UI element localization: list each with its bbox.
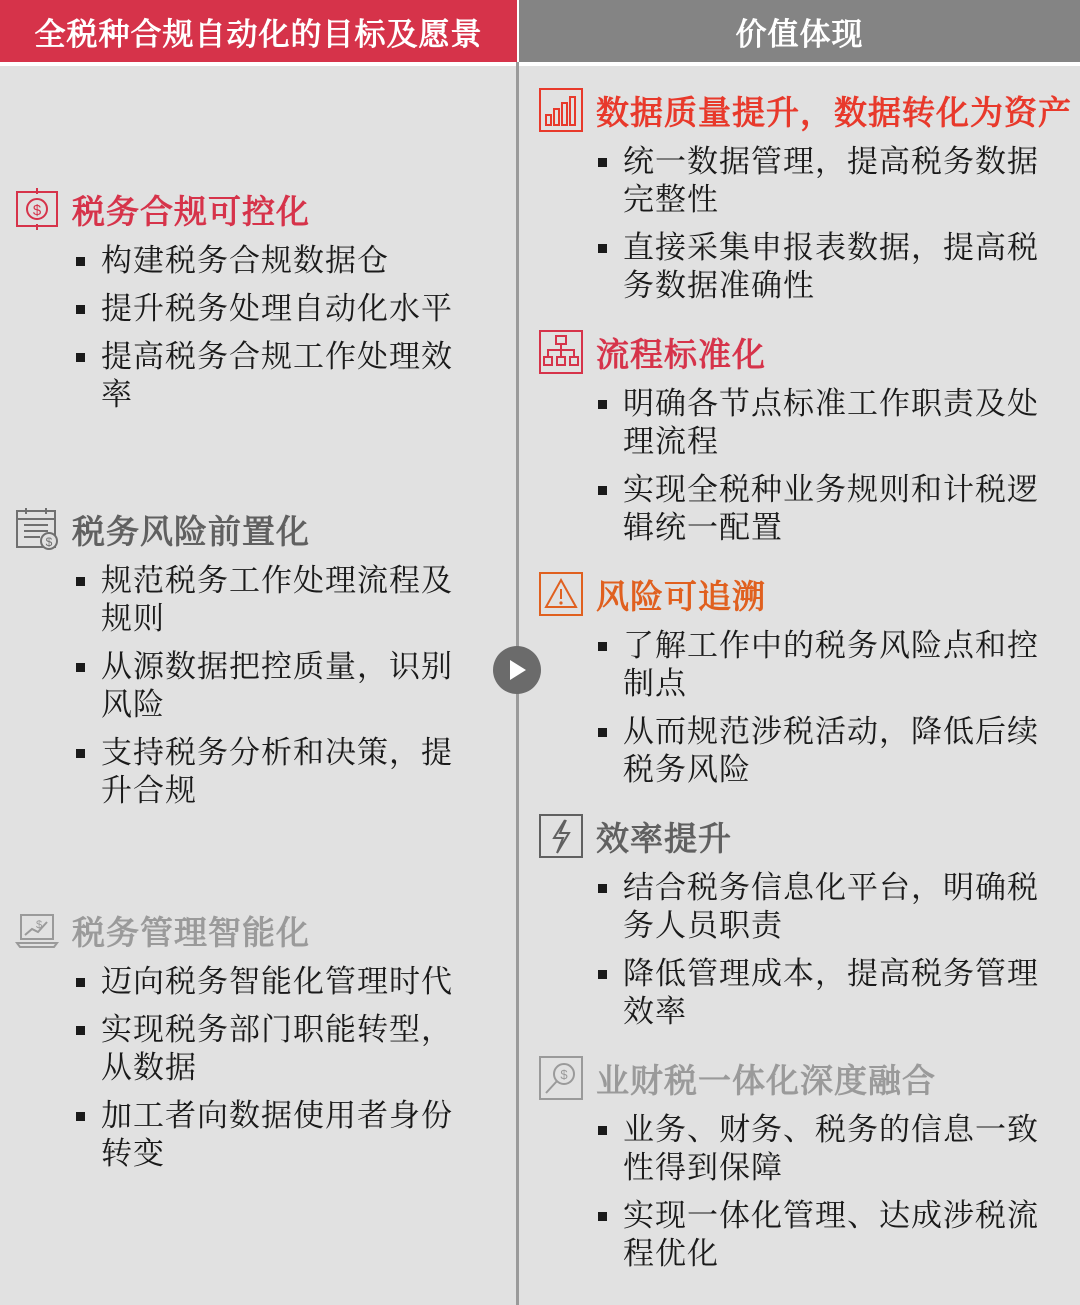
list-item: 迈向税务智能化管理时代 <box>74 963 484 1001</box>
section-efficiency <box>538 813 1063 1031</box>
list-item: 直接采集申报表数据，提高税务数据准确性 <box>596 229 1063 305</box>
list-item: 业务、财务、税务的信息一致性得到保障 <box>596 1111 1063 1187</box>
list-item: 统一数据管理，提高税务数据完整性 <box>596 143 1063 219</box>
section-title: 效率提升 <box>596 818 732 858</box>
lightning-icon <box>538 813 584 859</box>
dollar-gear-icon <box>14 186 60 232</box>
play-arrow-icon <box>493 646 541 694</box>
section-title: 业财税一体化深度融合 <box>596 1060 936 1100</box>
list-item: 降低管理成本，提高税务管理效率 <box>596 955 1063 1031</box>
list-item: 支持税务分析和决策，提升合规 <box>74 734 484 810</box>
list-item: 明确各节点标准工作职责及处理流程 <box>596 385 1063 461</box>
list-item: 从而规范涉税活动，降低后续税务风险 <box>596 713 1063 789</box>
section-title: 税务管理智能化 <box>72 912 310 952</box>
list-item: 了解工作中的税务风险点和控制点 <box>596 627 1063 703</box>
laptop-dollar-icon <box>14 907 60 953</box>
section-integration <box>538 1055 1063 1273</box>
section-risk-traceable <box>538 571 1063 789</box>
section-title: 税务风险前置化 <box>72 511 310 551</box>
section-title: 风险可追溯 <box>596 576 766 616</box>
header-right-title: 价值体现 <box>519 0 1080 62</box>
header-left-title: 全税种合规自动化的目标及愿景 <box>0 0 517 62</box>
warning-icon <box>538 571 584 617</box>
section-process-standard <box>538 329 1063 547</box>
section-risk-prefront <box>14 506 484 810</box>
org-chart-icon <box>538 329 584 375</box>
bar-chart-icon <box>538 87 584 133</box>
section-data-quality <box>538 87 1072 305</box>
list-item: 构建税务合规数据仓 <box>74 242 484 280</box>
calendar-dollar-icon <box>14 506 60 552</box>
section-title: 税务合规可控化 <box>72 191 310 231</box>
list-item: 规范税务工作处理流程及规则 <box>74 562 484 638</box>
list-item: 加工者向数据使用者身份转变 <box>74 1097 484 1173</box>
svg-text:$: $ <box>35 919 43 931</box>
svg-text:$: $ <box>560 1067 568 1082</box>
list-item: 实现税务部门职能转型，从数据 <box>74 1011 484 1087</box>
list-item: 实现全税种业务规则和计税逻辑统一配置 <box>596 471 1063 547</box>
list-item: 实现一体化管理、达成涉税流程优化 <box>596 1197 1063 1273</box>
section-intelligent-management <box>14 907 484 1173</box>
list-item: 结合税务信息化平台，明确税务人员职责 <box>596 869 1063 945</box>
search-dollar-icon <box>538 1055 584 1101</box>
list-item: 从源数据把控质量，识别风险 <box>74 648 484 724</box>
section-title: 流程标准化 <box>596 334 766 374</box>
list-item: 提升税务处理自动化水平 <box>74 290 484 328</box>
section-title: 数据质量提升，数据转化为资产 <box>596 92 1072 132</box>
list-item: 提高税务合规工作处理效率 <box>74 338 484 414</box>
svg-text:$: $ <box>32 202 42 219</box>
section-compliance-control <box>14 186 484 414</box>
svg-text:$: $ <box>45 535 53 549</box>
